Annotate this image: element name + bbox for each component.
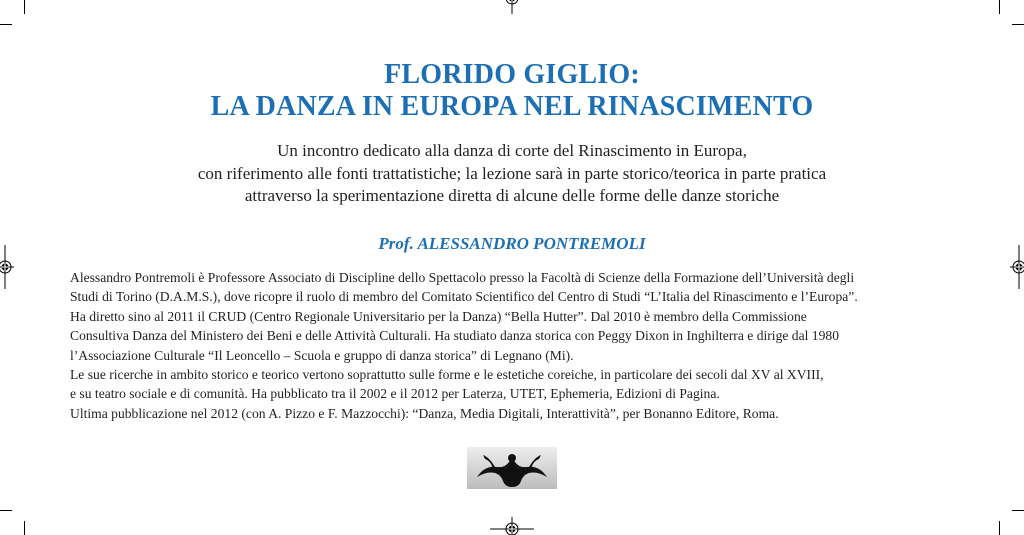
- intro-line-1: Un incontro dedicato alla danza di corte del Rinascimento in Europa,: [277, 141, 747, 160]
- title-line-1: FLORIDO GIGLIO:: [384, 59, 640, 90]
- crop-mark: [24, 0, 25, 14]
- bio-line: Alessandro Pontremoli è Professore Associato di Discipline dello Spettacolo presso la Facoltà di Scienze della Formazione dell’Università degli: [70, 270, 855, 285]
- crop-mark: [24, 521, 25, 535]
- dancer-figure-logo: [467, 447, 557, 489]
- crop-mark: [1012, 24, 1024, 25]
- speaker-name: Prof. ALESSANDRO PONTREMOLI: [378, 234, 646, 253]
- crop-mark: [999, 521, 1000, 535]
- bio-line: Le sue ricerche in ambito storico e teorico vertono soprattutto sulle forme e le estetiche coreiche, in particolare dei secoli dal XV al XVIII,: [70, 367, 824, 383]
- crop-mark: [999, 0, 1000, 14]
- bio-line: Ultima pubblicazione nel 2012 (con A. Pizzo e F. Mazzocchi): “Danza, Media Digitali, Interattività”, per Bonanno Editore, Roma.: [70, 405, 779, 421]
- intro-line-2: con riferimento alle fonti trattatistiche; la lezione sarà in parte storico/teorica in parte pratica: [197, 163, 827, 183]
- registration-mark-icon: [490, 517, 534, 535]
- bio-line: Ha diretto sino al 2011 il CRUD (Centro Regionale Universitario per la Danza) “Bella Hutter”. Dal 2010 è membro della Commissione: [70, 308, 807, 324]
- bio-paragraph: [70, 268, 956, 423]
- crop-mark: [1012, 510, 1024, 511]
- intro-line-3: attraverso la sperimentazione diretta di alcune delle forme delle danze storiche: [244, 186, 780, 205]
- page-title: [0, 59, 1024, 123]
- bio-line: Studi di Torino (D.A.M.S.), dove ricopre il ruolo di membro del Comitato Scientifico del Centro di Studi “L’Italia del Rinascimento e l’Europa”.: [70, 289, 858, 305]
- crop-mark: [0, 510, 12, 511]
- bio-line: Consultiva Danza del Ministero dei Beni e delle Attività Culturali. Ha studiato danza storica con Peggy Dixon in Inghilterra e dirige dal 1980: [70, 328, 839, 344]
- crop-mark: [0, 24, 12, 25]
- bio-line: e su teatro sociale e di comunità. Ha pubblicato tra il 2002 e il 2012 per Laterza, UTET, Ephemeria, Edizioni di Pagina.: [70, 386, 720, 402]
- bio-line: l’Associazione Culturale “Il Leoncello – Scuola e gruppo di danza storica” di Legnano (Mi).: [70, 347, 574, 363]
- title-line-2: LA DANZA IN EUROPA NEL RINASCIMENTO: [210, 91, 814, 122]
- registration-mark-icon: [490, 0, 534, 14]
- intro-paragraph: [0, 140, 1024, 208]
